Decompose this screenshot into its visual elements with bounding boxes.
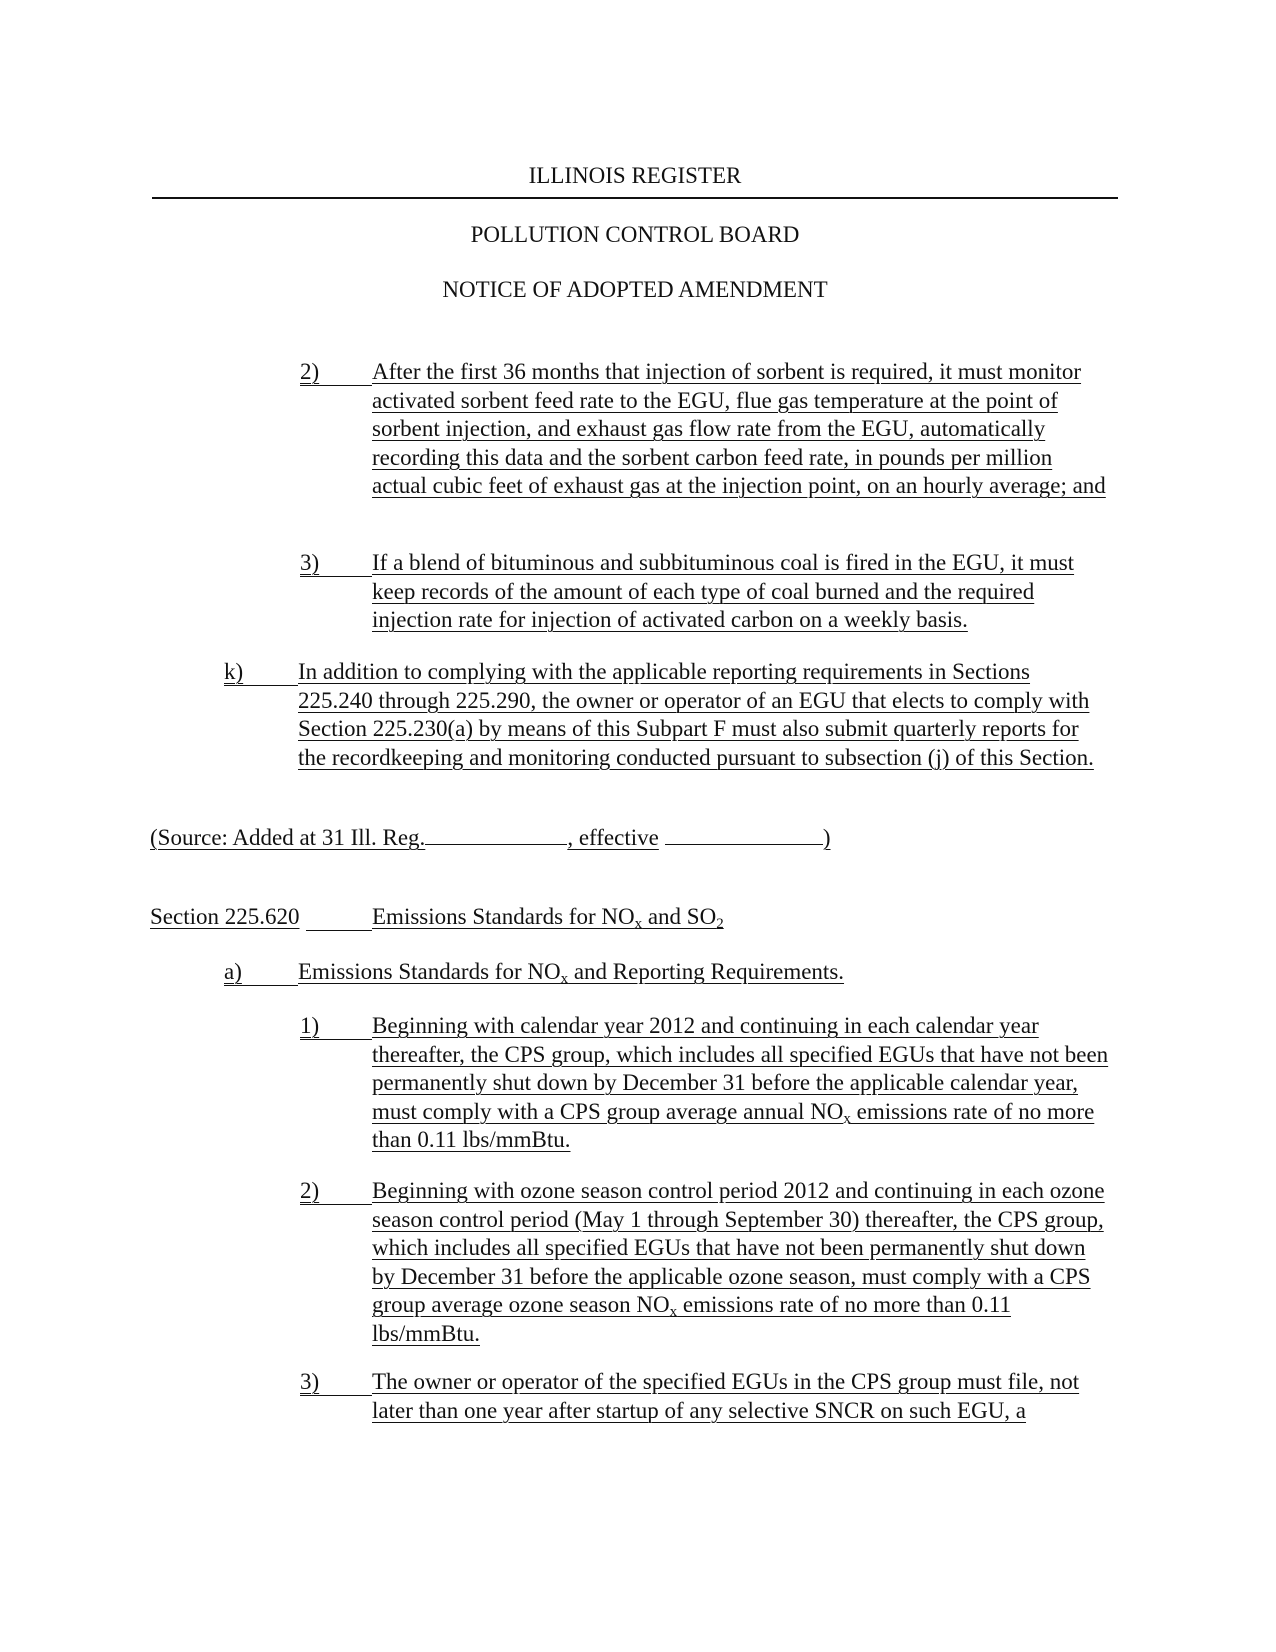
source-blank-register (425, 822, 567, 845)
label-underline (300, 1395, 372, 1396)
notice-title: NOTICE OF ADOPTED AMENDMENT (442, 277, 828, 302)
section-title: Emissions Standards for $NO_x$ and $SO_2$ (372, 904, 724, 932)
source-blank-effective (665, 822, 823, 845)
item-label: 1) (300, 1013, 320, 1038)
label-underline (300, 385, 372, 386)
board-title: POLLUTION CONTROL BOARD (470, 222, 800, 247)
item-label: 2) (300, 359, 320, 384)
subsection-a-label: a) (224, 959, 242, 984)
item-label: 2) (300, 1178, 320, 1203)
label-underline (300, 576, 372, 577)
source-middle: , effective (567, 825, 659, 850)
source-note (150, 822, 831, 853)
item-k-text: In addition to complying with the applicable reporting requirements in Sections 225.240 through 225.290, the owner or operator of an EGU that elects to comply with Section 225.230(a) by means of this Subpart F must also submit quarterly reports for the recordkeeping and monitoring conducted pursuant to subsection (j) of this Section. (298, 659, 1094, 770)
section-number: Section 225.620 (150, 904, 300, 929)
item-j3-text: If a blend of bituminous and subbituminous coal is fired in the EGU, it must keep records of the amount of each type of coal burned and the required injection rate for injection of activated carbon on a weekly basis. (372, 550, 1075, 632)
source-suffix: ) (822, 825, 831, 850)
item-label: k) (224, 659, 244, 684)
item-a3-text: The owner or operator of the specified EGUs in the CPS group must file, not later than one year after startup of any selective SNCR on such EGU, a (372, 1369, 1080, 1423)
item-label: 3) (300, 550, 320, 575)
item-label: 3) (300, 1369, 320, 1394)
source-prefix: (Source: Added at 31 Ill. Reg. (150, 825, 426, 850)
register-title: ILLINOIS REGISTER (528, 163, 742, 188)
label-underline (300, 1204, 372, 1205)
item-a1-text: Beginning with calendar year 2012 and continuing in each calendar year thereafter, the CPS group, which includes all specified EGUs that have not been permanently shut down by December 31 before the applicable calendar year, must comply with a CPS group average annual $NO_x$ emissions rate of no more than 0.11 lbs/mmBtu. (372, 1013, 1109, 1152)
label-underline (224, 985, 298, 986)
item-a2-text: Beginning with ozone season control period 2012 and continuing in each ozone season control period (May 1 through September 30) thereafter, the CPS group, which includes all specified EGUs that have not been permanently shut down by December 31 before the applicable ozone season, must comply with a CPS group average ozone season $NO_x$ emissions rate of no more than 0.11 lbs/mmBtu. (372, 1178, 1105, 1346)
section-heading-underline (306, 930, 372, 931)
item-j2-text: After the first 36 months that injection of sorbent is required, it must monitor activated sorbent feed rate to the EGU, flue gas temperature at the point of sorbent injection, and exhaust gas flow rate from the EGU, automatically recording this data and the sorbent carbon feed rate, in pounds per million actual cubic feet of exhaust gas at the injection point, on an hourly average; and (372, 359, 1106, 498)
label-underline (224, 685, 298, 686)
header-rule (152, 197, 1118, 199)
label-underline (300, 1039, 372, 1040)
subsection-a-title: Emissions Standards for $NO_x$ and Reporting Requirements. (298, 959, 845, 987)
